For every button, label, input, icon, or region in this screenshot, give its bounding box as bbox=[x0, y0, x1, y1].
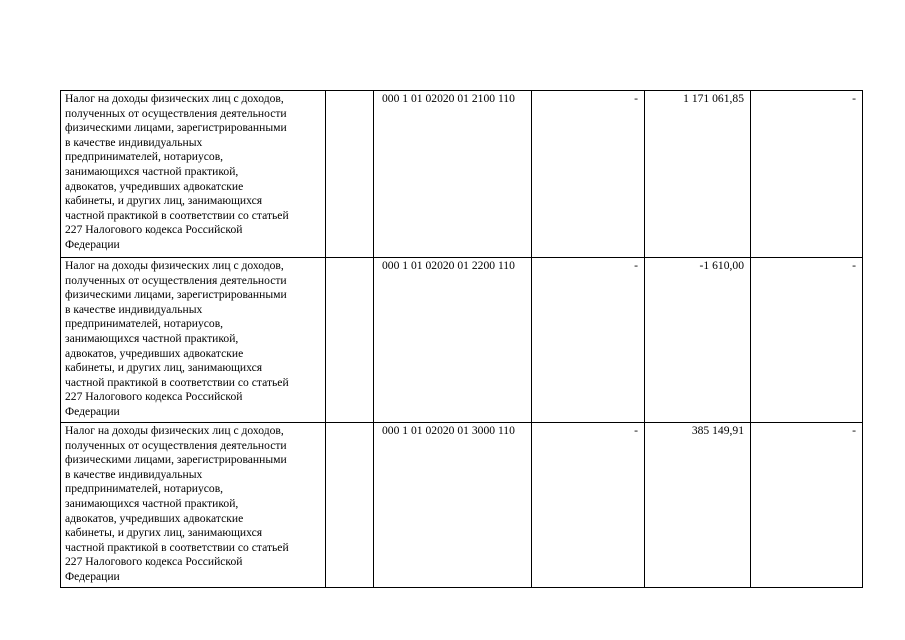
income-name-line: предпринимателей, нотариусов, bbox=[65, 482, 224, 496]
income-name-cell bbox=[61, 258, 326, 423]
income-name-line: 227 Налогового кодекса Российской bbox=[65, 555, 243, 569]
value-1-cell: - bbox=[532, 91, 645, 258]
empty-cell bbox=[326, 91, 374, 258]
income-name-line: частной практикой в соответствии со статьей bbox=[65, 540, 289, 554]
value-2-cell: 385 149,91 bbox=[645, 423, 751, 588]
income-name-line: Федерации bbox=[65, 237, 120, 251]
income-name-line: полученных от осуществления деятельности bbox=[65, 273, 287, 287]
budget-code-cell: 000 1 01 02020 01 2200 110 bbox=[374, 258, 532, 423]
income-name-line: Налог на доходы физических лиц с доходов, bbox=[65, 424, 284, 437]
empty-cell bbox=[326, 258, 374, 423]
income-name-line: в качестве индивидуальных bbox=[65, 302, 203, 316]
income-name-line: занимающихся частной практикой, bbox=[65, 496, 239, 510]
income-name-line: адвокатов, учредивших адвокатские bbox=[65, 511, 244, 525]
income-name-line: полученных от осуществления деятельности bbox=[65, 106, 287, 120]
income-name-line: занимающихся частной практикой, bbox=[65, 164, 239, 178]
income-name-line: кабинеты, и других лиц, занимающихся bbox=[65, 194, 263, 208]
income-name-cell bbox=[61, 423, 326, 588]
income-name-line: 227 Налогового кодекса Российской bbox=[65, 390, 243, 404]
value-2-cell: -1 610,00 bbox=[645, 258, 751, 423]
income-table bbox=[60, 90, 863, 588]
table-row bbox=[61, 258, 863, 423]
income-name-line: 227 Налогового кодекса Российской bbox=[65, 223, 243, 237]
value-1-cell: - bbox=[532, 423, 645, 588]
income-name-line: в качестве индивидуальных bbox=[65, 135, 203, 149]
income-name-line: кабинеты, и других лиц, занимающихся bbox=[65, 361, 263, 375]
income-name-line: в качестве индивидуальных bbox=[65, 467, 203, 481]
income-name-line: полученных от осуществления деятельности bbox=[65, 438, 287, 452]
income-name-line: физическими лицами, зарегистрированными bbox=[65, 288, 287, 302]
value-3-cell: - bbox=[751, 91, 863, 258]
budget-code-cell: 000 1 01 02020 01 2100 110 bbox=[374, 91, 532, 258]
income-name-line: Федерации bbox=[65, 569, 120, 583]
table-row bbox=[61, 423, 863, 588]
income-name-line: предпринимателей, нотариусов, bbox=[65, 317, 224, 331]
income-name-line: частной практикой в соответствии со статьей bbox=[65, 208, 289, 222]
value-3-cell: - bbox=[751, 258, 863, 423]
value-2-cell: 1 171 061,85 bbox=[645, 91, 751, 258]
income-name-line: занимающихся частной практикой, bbox=[65, 331, 239, 345]
value-1-cell: - bbox=[532, 258, 645, 423]
income-name-line: частной практикой в соответствии со статьей bbox=[65, 375, 289, 389]
income-name-line: физическими лицами, зарегистрированными bbox=[65, 121, 287, 135]
income-name-cell bbox=[61, 91, 326, 258]
table-row bbox=[61, 91, 863, 258]
income-name-line: физическими лицами, зарегистрированными bbox=[65, 453, 287, 467]
income-name-line: адвокатов, учредивших адвокатские bbox=[65, 346, 244, 360]
income-name-line: Налог на доходы физических лиц с доходов, bbox=[65, 92, 284, 105]
income-name-line: Налог на доходы физических лиц с доходов, bbox=[65, 259, 284, 272]
empty-cell bbox=[326, 423, 374, 588]
table-body bbox=[61, 91, 863, 588]
value-3-cell: - bbox=[751, 423, 863, 588]
income-name-line: предпринимателей, нотариусов, bbox=[65, 150, 224, 164]
income-name-line: адвокатов, учредивших адвокатские bbox=[65, 179, 244, 193]
income-name-line: Федерации bbox=[65, 404, 120, 418]
budget-code-cell: 000 1 01 02020 01 3000 110 bbox=[374, 423, 532, 588]
income-name-line: кабинеты, и других лиц, занимающихся bbox=[65, 526, 263, 540]
